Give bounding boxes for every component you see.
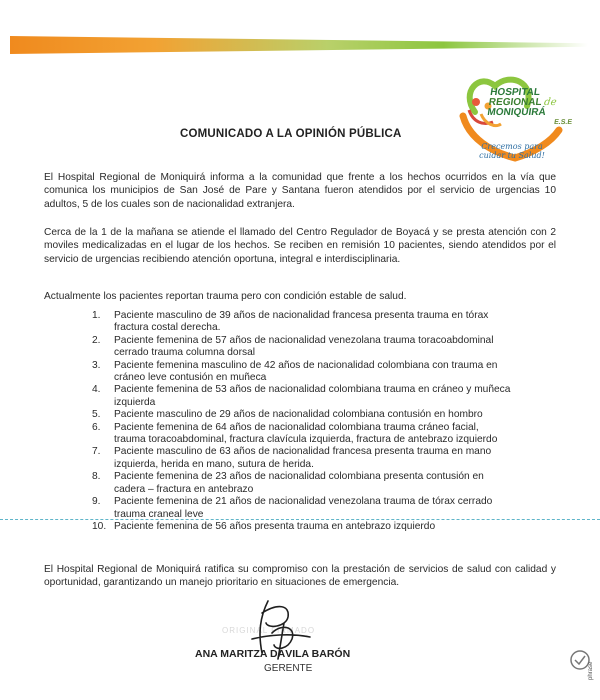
list-item	[92, 496, 512, 521]
logo-wordmark	[485, 88, 581, 128]
list-item-text: Paciente masculino de 39 años de nacionalidad francesa presenta trauma en tórax fractura costal derecha.	[114, 310, 489, 334]
list-item-text: Paciente femenina de 23 años de nacionalidad colombiana presenta contusión en cadera – fractura en antebrazo	[114, 471, 484, 495]
logo-line-hospital: HOSPITAL	[489, 87, 541, 98]
list-item	[92, 521, 512, 533]
status-paragraph: Actualmente los pacientes reportan trauma pero con condición estable de salud.	[44, 291, 407, 302]
slogan-line-1: Crecemos para	[481, 142, 543, 151]
list-item	[92, 409, 512, 421]
header-color-band	[10, 36, 588, 54]
list-item	[92, 335, 512, 360]
list-item-number: 10.	[92, 520, 107, 532]
list-item-text: Paciente femenina de 57 años de nacionalidad venezolana trauma toracoabdominal cerrado trauma columna dorsal	[114, 334, 494, 359]
logo-slogan	[462, 142, 562, 160]
list-item	[92, 360, 512, 385]
logo-line-ese: E.S.E	[553, 119, 573, 126]
list-item-text: Paciente femenina de 53 años de nacionalidad colombiana trauma en cráneo y muñeca izquierda	[114, 384, 511, 408]
list-item-number: 4.	[92, 384, 101, 396]
signatory-role: GERENTE	[264, 663, 313, 674]
list-item-text: Paciente femenina masculino de 42 años de nacionalidad colombiana con trauma en cráneo leve contusión en muñeca	[114, 359, 498, 384]
closing-paragraph: El Hospital Regional de Moniquirá ratifica su compromiso con la prestación de servicios de salud con calidad y oportunidad, garantizando un manejo prioritario en situaciones de emergencia.	[44, 564, 556, 589]
document-title: COMUNICADO A LA OPINIÓN PÚBLICA	[180, 128, 402, 140]
list-item	[92, 384, 512, 409]
original-signed-watermark: ORIGINAL FIRMADO	[222, 626, 316, 635]
list-item-number: 2.	[92, 334, 101, 346]
list-item-text: Paciente femenina de 56 años presenta trauma en antebrazo izquierdo	[114, 520, 436, 532]
list-item-number: 1.	[92, 310, 101, 321]
signatory-name: ANA MARITZA DÁVILA BARÓN	[195, 648, 351, 660]
patient-list	[92, 310, 512, 533]
list-item-text: Paciente masculino de 63 años de nacionalidad francesa presenta trauma en mano izquierda, herida en mano, sutura de herida.	[114, 446, 492, 470]
logo-line-moniquira: MONIQUIRÁ	[486, 107, 547, 118]
details-paragraph: Cerca de la 1 de la mañana se atiende el llamado del Centro Regulador de Boyacá y se presta atención con 2 moviles medicalizadas en el lugar de los hechos. Se reciben en remisión 10 pacientes, siendo atendidos por el servicio de urgencias recibiendo atención oportuna, integral e interdisciplinaria.	[44, 227, 556, 265]
list-item	[92, 471, 512, 496]
slogan-line-2: cuidar tu Salud!	[479, 151, 545, 160]
list-item-text: Paciente femenina de 64 años de nacionalidad colombiana trauma cráneo facial, trauma toracoabdominal, fractura clavícula izquierda, fractura de antebrazo izquierdo	[114, 421, 498, 446]
list-item-text: Paciente masculino de 29 años de nacionalidad colombiana contusión en hombro	[114, 409, 483, 421]
intro-paragraph: El Hospital Regional de Moniquirá informa a la comunidad que frente a los hechos ocurridos en la vía que comunica los municipios de San José de Pare y Santana fueron atendidos por el servicio de urgencias 10 adultos, 5 de los cuales son de nacionalidad extranjera.	[44, 172, 556, 210]
list-item	[92, 422, 512, 447]
logo-line-regional: REGIONAL de	[488, 97, 558, 108]
list-item-number: 8.	[92, 471, 101, 483]
list-item-number: 6.	[92, 421, 101, 433]
list-item	[92, 446, 512, 471]
scanner-app-label: phrase	[588, 661, 594, 680]
list-item-number: 9.	[92, 496, 101, 508]
scan-dashed-line	[0, 519, 600, 520]
list-item-text: Paciente femenina de 21 años de nacionalidad venezolana trauma de tórax cerrado trauma craneal leve	[114, 496, 493, 520]
list-item-number: 3.	[92, 359, 101, 371]
list-item-number: 5.	[92, 409, 101, 421]
list-item	[92, 310, 512, 335]
list-item-number: 7.	[92, 446, 101, 458]
logo-script-de: de	[543, 97, 558, 108]
